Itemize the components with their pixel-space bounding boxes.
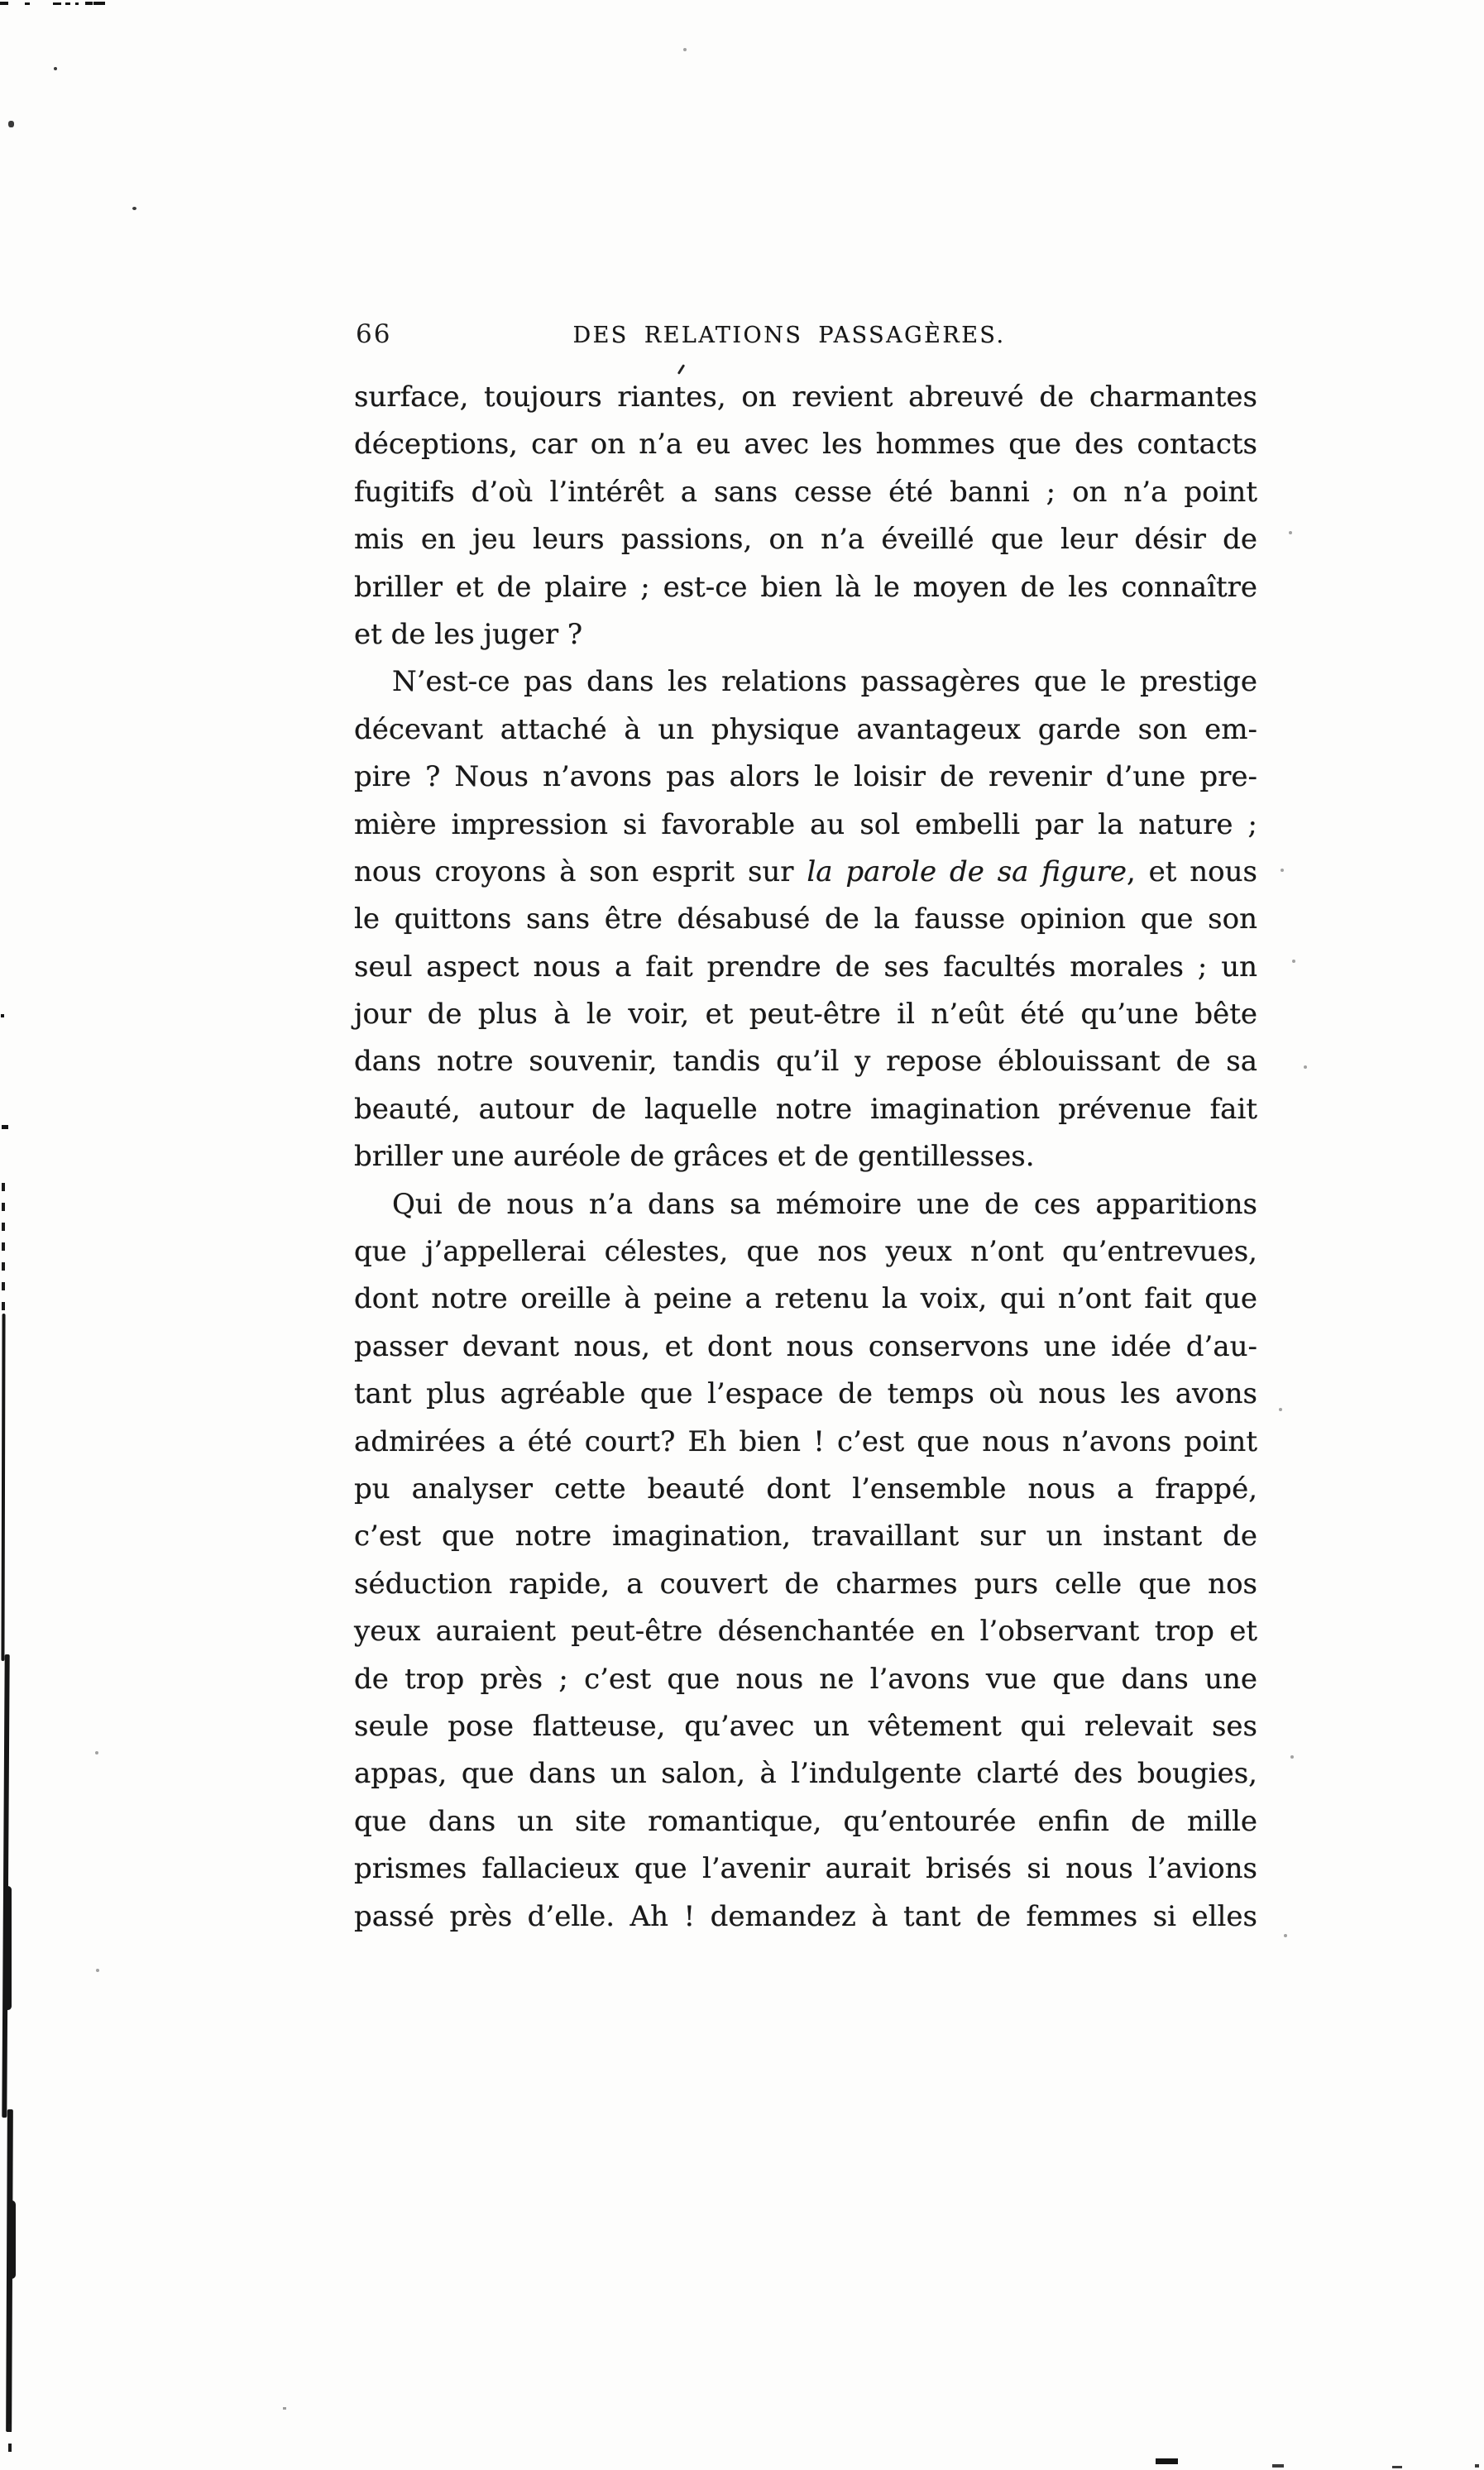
scan-speck	[1279, 1408, 1282, 1411]
scan-artifact-left-line	[1, 1314, 5, 1661]
body-text	[354, 374, 1257, 1941]
text-line: N’est-ce pas dans les relations passagères que le prestige	[392, 665, 1257, 699]
text-line: briller et de plaire ; est-ce bien là le moyen de les connaître	[354, 570, 1257, 604]
text-line	[354, 849, 1257, 896]
running-title: DES RELATIONS PASSAGÈRES.	[572, 323, 1006, 348]
scan-speck	[96, 1969, 99, 1972]
text-line: seul aspect nous a fait prendre de ses facultés morales ; un	[354, 950, 1257, 984]
page-header	[354, 318, 1257, 356]
scan-artifact-mark	[54, 67, 57, 70]
text-line: que dans un site romantique, qu’entourée enfin de mille	[354, 1804, 1257, 1838]
scan-artifact-bottom-dots	[1272, 2464, 1284, 2468]
scan-speck	[1290, 1755, 1294, 1759]
paragraph	[354, 374, 1257, 658]
text-line: surface, toujours riantes, on revient abreuvé de charmantes	[354, 381, 1257, 414]
text-line: le quittons sans être désabusé de la fausse opinion que son	[354, 902, 1257, 936]
scan-artifact-left-dotted-line	[2, 1183, 5, 1314]
scan-artifact-left-dotted-line	[8, 2424, 12, 2460]
text-line: mis en jeu leurs passions, on n’a éveillé que leur désir de	[354, 523, 1257, 557]
text-line: tant plus agréable que l’espace de temps où nous les avons	[354, 1377, 1257, 1411]
scan-speck	[1304, 1065, 1307, 1069]
scan-artifact-top-dash	[75, 2, 79, 5]
text-line: c’est que notre imagination, travaillant sur un instant de	[354, 1520, 1257, 1553]
text-line: mière impression si favorable au sol embelli par la nature ;	[354, 807, 1257, 841]
text-line: beauté, autour de laquelle notre imagination prévenue fait	[354, 1092, 1257, 1126]
text-line: décevant attaché à un physique avantageux garde son em-	[354, 712, 1257, 746]
scan-artifact-mark	[132, 207, 136, 210]
text-line: et de les juger ?	[354, 617, 583, 651]
text-line: Qui de nous n’a dans sa mémoire une de ces apparitions	[392, 1187, 1257, 1221]
text-line: dont notre oreille à peine a retenu la voix, qui n’ont fait que	[354, 1282, 1257, 1316]
scan-artifact-top-dash	[53, 2, 61, 5]
text-line: admirées a été court? Eh bien ! c’est que nous n’avons point	[354, 1424, 1257, 1458]
scan-artifact-top-dash	[0, 2, 8, 5]
scan-artifact-left-dot	[2, 1125, 8, 1129]
scan-artifact-bottom-dots	[1392, 2466, 1402, 2468]
scan-artifact-top-dash	[85, 2, 93, 5]
text-line: fugitifs d’où l’intérêt a sans cesse été banni ; on n’a point	[354, 475, 1257, 509]
scan-artifact-left-dot	[1, 1014, 4, 1017]
text-segment: nous croyons à son esprit sur	[354, 854, 807, 888]
scan-speck	[1289, 531, 1292, 534]
text-line: pu analyser cette beauté dont l’ensemble nous a frappé,	[354, 1472, 1257, 1505]
scan-artifact-top-dash	[93, 2, 105, 5]
scan-artifact-accent	[677, 364, 685, 375]
scan-artifact-bottom-dot	[283, 2407, 286, 2410]
scan-speck	[1284, 1934, 1287, 1937]
text-line: pire ? Nous n’avons pas alors le loisir de revenir d’une pre-	[354, 760, 1257, 794]
page-number: 66	[356, 319, 392, 349]
text-line: passé près d’elle. Ah ! demandez à tant de femmes si elles	[354, 1899, 1257, 1933]
text-line: de trop près ; c’est que nous ne l’avons vue que dans une	[354, 1662, 1257, 1696]
scan-artifact-mark	[8, 121, 14, 127]
text-line: yeux auraient peut-être désenchantée en l’observant trop et	[354, 1615, 1257, 1649]
text-line: passer devant nous, et dont nous conservons une idée d’au-	[354, 1329, 1257, 1363]
text-line: seule pose flatteuse, qu’avec un vêtement qui relevait ses	[354, 1709, 1257, 1743]
scan-speck	[1281, 869, 1284, 872]
scan-speck	[95, 1751, 98, 1754]
scan-speck	[1292, 960, 1295, 963]
scan-artifact-left-line-blob	[7, 2200, 16, 2279]
text-line: appas, que dans un salon, à l’indulgente clarté des bougies,	[354, 1757, 1257, 1791]
text-line: dans notre souvenir, tandis qu’il y repose éblouissant de sa	[354, 1045, 1257, 1079]
text-line: déceptions, car on n’a eu avec les hommes que des contacts	[354, 428, 1257, 462]
scan-speck	[683, 48, 687, 51]
text-line: que j’appellerai célestes, que nos yeux n’ont qu’entrevues,	[354, 1235, 1257, 1269]
text-line: jour de plus à le voir, et peut-être il n’eût été qu’une bête	[354, 998, 1257, 1032]
scan-artifact-bottom-dot	[1475, 2464, 1479, 2468]
scan-artifact-left-line-blob	[4, 1886, 12, 2010]
text-line: prismes fallacieux que l’avenir aurait brisés si nous l’avions	[354, 1852, 1257, 1886]
paragraph	[354, 1181, 1257, 1941]
scan-artifact-top-dash	[65, 2, 70, 5]
text-segment: , et nous	[1127, 854, 1257, 888]
text-line: séduction rapide, a couvert de charmes purs celle que nos	[354, 1567, 1257, 1601]
text-line: briller une auréole de grâces et de gentillesses.	[354, 1140, 1035, 1174]
scan-artifact-top-dash	[25, 2, 30, 5]
scan-artifact-bottom-dash	[1156, 2458, 1178, 2464]
paragraph	[354, 658, 1257, 1180]
italic-phrase: la parole de sa figure	[807, 854, 1127, 888]
